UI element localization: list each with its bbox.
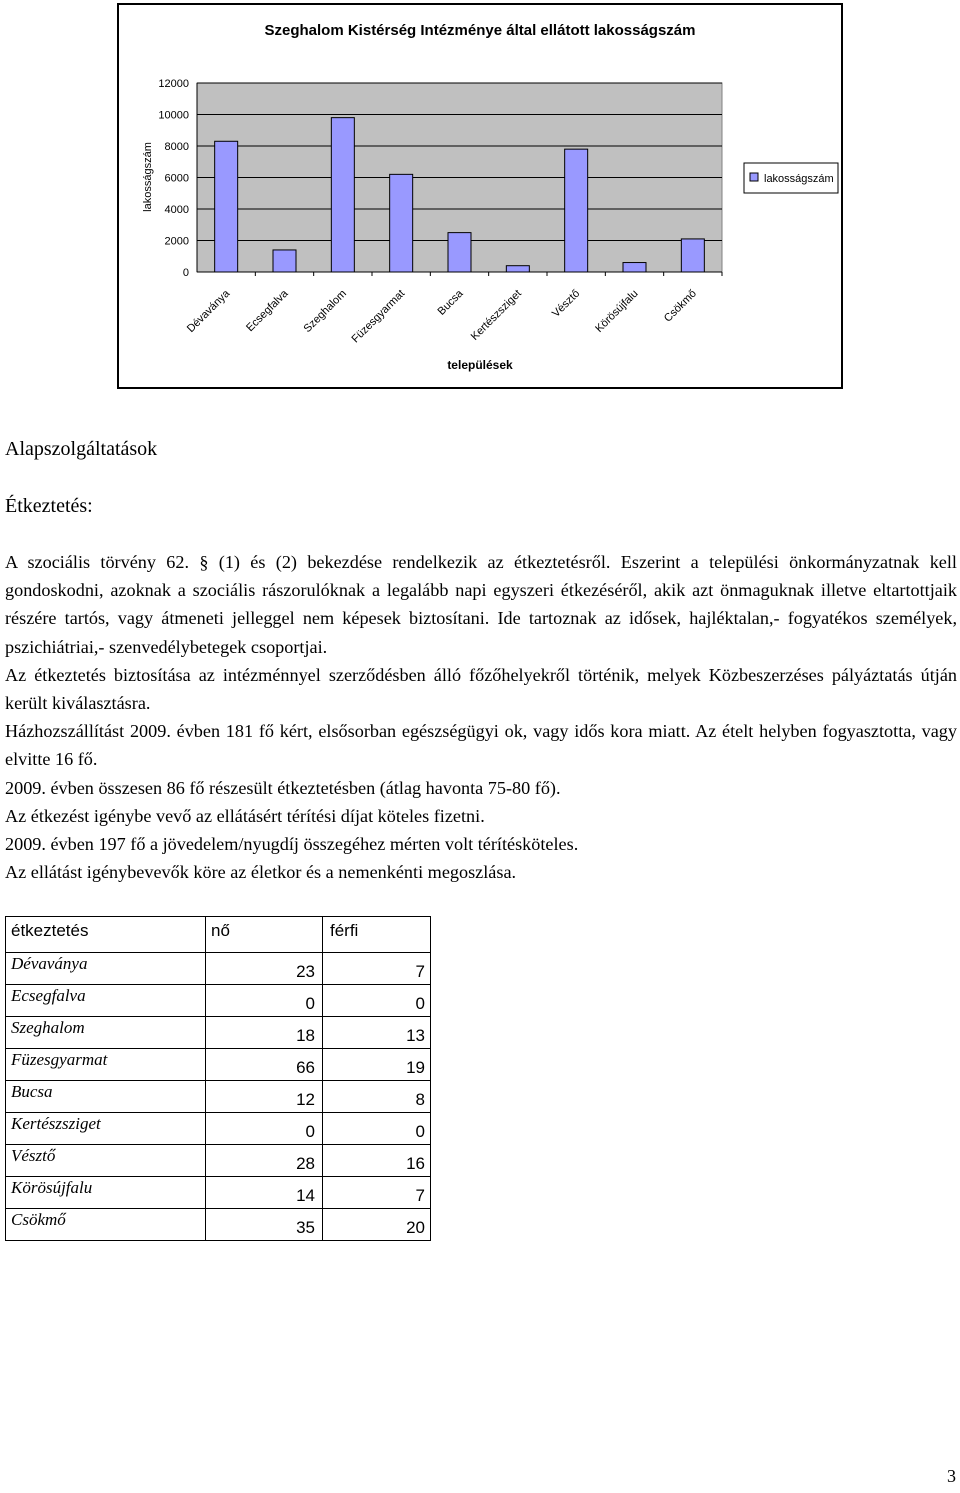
table-row	[6, 1081, 431, 1113]
bar	[215, 141, 238, 272]
x-axis-title: települések	[447, 358, 513, 372]
table-cell-settlement: Bucsa	[6, 1081, 206, 1113]
table-cell-female: 66	[206, 1049, 323, 1081]
table-header-cell: étkeztetés	[6, 917, 206, 953]
table-cell-male: 7	[323, 1177, 431, 1209]
paragraph-home-delivery: Házhozszállítást 2009. évben 181 fő kért, elsősorban egészségügyi ok, vagy idős kora miatt. Az ételt helyben fogyasztotta, vagy elvitte 16 fő.	[5, 721, 957, 770]
y-tick-label: 8000	[164, 141, 189, 153]
bar	[331, 118, 354, 272]
paragraph-suppliers: Az étkeztetés biztosítása az intézménnyel szerződésben álló főzőhelyekről történik, melyek Közbeszerzéses pályáztatás útján került kiválasztásra.	[5, 664, 957, 714]
paragraph-fee-count: 2009. évben 197 fő a jövedelem/nyugdíj összegéhez mérten volt térítésköteles.	[5, 834, 579, 855]
table-cell-male: 19	[323, 1049, 431, 1081]
table-cell-male: 16	[323, 1145, 431, 1177]
table-row	[6, 1017, 431, 1049]
y-tick-label: 12000	[158, 78, 189, 90]
table-cell-male: 13	[323, 1017, 431, 1049]
table-row	[6, 1049, 431, 1081]
table-cell-settlement: Ecsegfalva	[6, 985, 206, 1017]
paragraph-fee: Az étkezést igénybe vevő az ellátásért térítési díjat köteles fizetni.	[5, 805, 485, 826]
table-cell-settlement: Csökmő	[6, 1209, 206, 1241]
table-row	[6, 1177, 431, 1209]
bar	[681, 239, 704, 272]
table-cell-settlement: Körösújfalu	[6, 1177, 206, 1209]
x-tick-label: Csökmő	[661, 287, 699, 325]
subsection-heading: Étkeztetés:	[5, 495, 93, 517]
table-cell-male: 7	[323, 953, 431, 985]
section-heading: Alapszolgáltatások	[5, 438, 158, 460]
table-cell-male: 0	[323, 985, 431, 1017]
bar	[623, 263, 646, 272]
table-cell-male: 8	[323, 1081, 431, 1113]
table-header-row	[6, 917, 431, 953]
table-cell-settlement: Füzesgyarmat	[6, 1049, 206, 1081]
x-tick-label: Kertészsziget	[468, 287, 524, 343]
bar	[448, 233, 471, 272]
population-chart	[117, 3, 843, 389]
legend-label: lakosságszám	[764, 173, 834, 185]
meal-recipients-table	[5, 916, 431, 1241]
table-header-cell: férfi	[323, 917, 431, 953]
table-cell-male: 20	[323, 1209, 431, 1241]
chart-title: Szeghalom Kistérség Intézménye által ellátott lakosságszám	[264, 22, 696, 39]
table-row	[6, 1145, 431, 1177]
table-row	[6, 953, 431, 985]
table-row	[6, 985, 431, 1017]
bar	[390, 174, 413, 272]
x-tick-label: Ecsegfalva	[244, 287, 291, 335]
table-cell-settlement: Vésztő	[6, 1145, 206, 1177]
y-tick-label: 10000	[158, 109, 189, 122]
table-cell-settlement: Szeghalom	[6, 1017, 206, 1049]
x-tick-label: Körösújfalu	[593, 287, 641, 336]
legend-swatch	[750, 173, 758, 181]
x-tick-label: Bucsa	[435, 287, 466, 318]
table-cell-female: 18	[206, 1017, 323, 1049]
table-cell-female: 35	[206, 1209, 323, 1241]
x-tick-label: Füzesgyarmat	[349, 287, 408, 346]
y-tick-label: 2000	[164, 235, 189, 248]
table-cell-settlement: Dévaványa	[6, 953, 206, 985]
table-cell-female: 23	[206, 953, 323, 985]
body-text	[5, 548, 957, 886]
y-tick-label: 6000	[164, 172, 189, 185]
y-tick-label: 4000	[164, 204, 189, 216]
bar	[565, 149, 588, 272]
table-cell-female: 14	[206, 1177, 323, 1209]
table-row	[6, 1113, 431, 1145]
table-cell-male: 0	[323, 1113, 431, 1145]
x-tick-label: Vésztő	[550, 287, 583, 320]
x-tick-label: Szeghalom	[301, 287, 349, 336]
table-cell-female: 28	[206, 1145, 323, 1177]
table-row	[6, 1209, 431, 1241]
table-cell-female: 12	[206, 1081, 323, 1113]
table-cell-settlement: Kertészsziget	[6, 1113, 206, 1145]
table-header-cell: nő	[206, 917, 323, 953]
bar	[506, 266, 529, 272]
paragraph-table-intro: Az ellátást igénybevevők köre az életkor és a nemenkénti megoszlása.	[5, 862, 517, 883]
table-cell-female: 0	[206, 1113, 323, 1145]
page-number: 3	[947, 1466, 956, 1486]
x-tick-label: Dévaványa	[184, 287, 233, 336]
y-tick-label: 0	[182, 267, 189, 279]
table-cell-female: 0	[206, 985, 323, 1017]
paragraph-intro: A szociális törvény 62. § (1) és (2) bekezdése rendelkezik az étkeztetésről. Eszerint a települési önkormányzatnak kell gondoskodni, azoknak a szociális rászorulóknak a legalább napi egyszeri étkezéséről, akik azt önmaguknak illetve eltartottjaik részére tartós, vagy átmeneti jelleggel nem képesek biztosítani. Ide tartoznak az idősek, hajléktalan,- fogyatékos személyek, pszichiátriai,- szenvedélybetegek csoportjai.	[5, 552, 957, 657]
bar	[273, 250, 296, 272]
y-axis-title: lakosságszám	[142, 142, 154, 212]
chart-canvas	[119, 5, 841, 387]
paragraph-total: 2009. évben összesen 86 fő részesült étkeztetésben (átlag havonta 75-80 fő).	[5, 777, 561, 798]
